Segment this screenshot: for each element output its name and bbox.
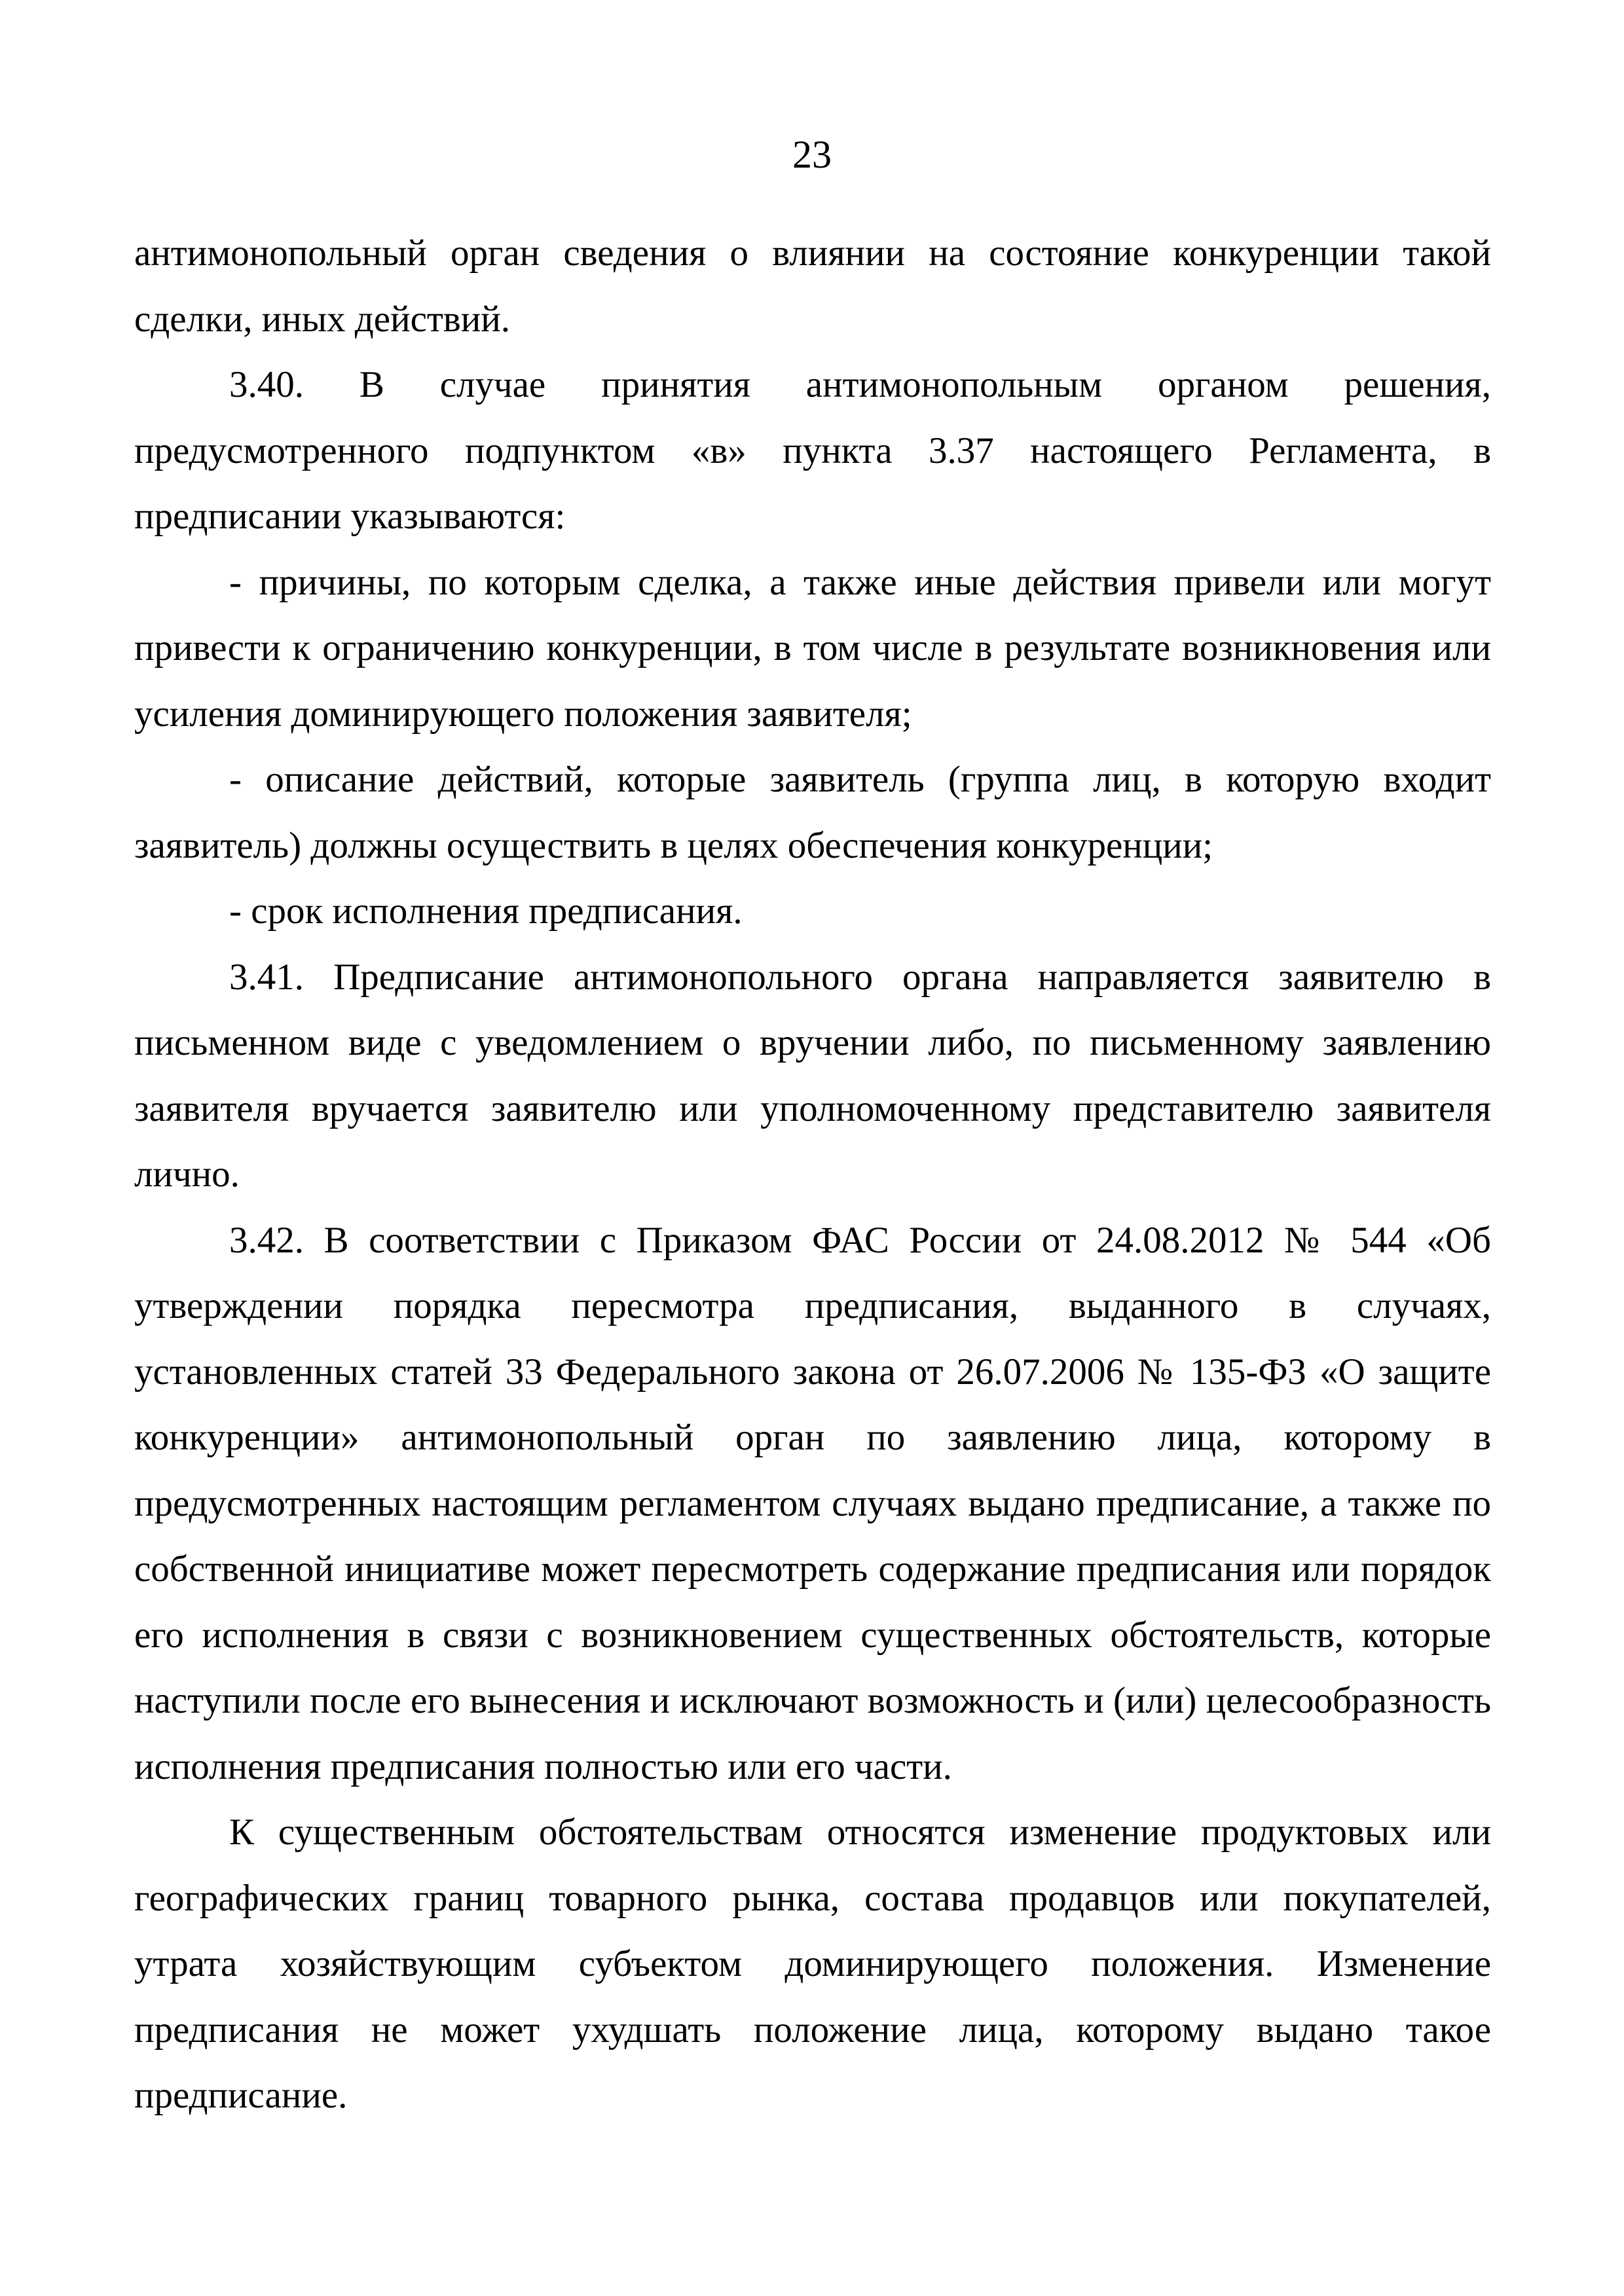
paragraph-3-41: 3.41. Предписание антимонопольного органа направляется заявителю в письменном виде с уведомлением о вручении либо, по письменному заявлению заявителя вручается заявителю или уполномоченному представителю заявителя лично. — [134, 956, 1491, 1195]
paragraph-3-42: 3.42. В соответствии с Приказом ФАС России от 24.08.2012 № 544 «Об утверждении порядка пересмотра предписания, выданного в случаях, установленных статей 33 Федерального закона от 26.07.2006 № 135-ФЗ «О защите конкуренции» антимонопольный орган по заявлению лица, которому в предусмотренных настоящим регламентом случаях выдано предписание, а также по собственной инициативе может пересмотреть содержание предписания или порядок его исполнения в связи с возникновением существенных обстоятельств, которые наступили после его вынесения и исключают возможность и (или) целесообразность исполнения предписания полностью или его части. — [134, 1219, 1491, 1787]
paragraph-3-40: 3.40. В случае принятия антимонопольным органом решения, предусмотренного подпунктом «в» пункта 3.37 настоящего Регламента, в предписании указываются: — [134, 364, 1491, 537]
document-body — [134, 221, 1491, 2129]
list-item-deadline: - срок исполнения предписания. — [229, 890, 743, 932]
list-item-reasons: - причины, по которым сделка, а также иные действия привели или могут привести к ограничению конкуренции, в том числе в результате возникновения или усиления доминирующего положения заявителя; — [134, 561, 1491, 735]
paragraph-continuation: антимонопольный орган сведения о влиянии на состояние конкуренции такой сделки, иных действий. — [134, 232, 1491, 340]
list-item-actions: - описание действий, которые заявитель (группа лиц, в которую входит заявитель) должны осуществить в целях обеспечения конкуренции; — [134, 759, 1491, 866]
page-number: 23 — [792, 133, 832, 176]
paragraph-essential-circumstances: К существенным обстоятельствам относятся изменение продуктовых или географических границ товарного рынка, состава продавцов или покупателей, утрата хозяйствующим субъектом доминирующего положения. Изменение предписания не может ухудшать положение лица, которому выдано такое предписание. — [134, 1812, 1491, 2116]
